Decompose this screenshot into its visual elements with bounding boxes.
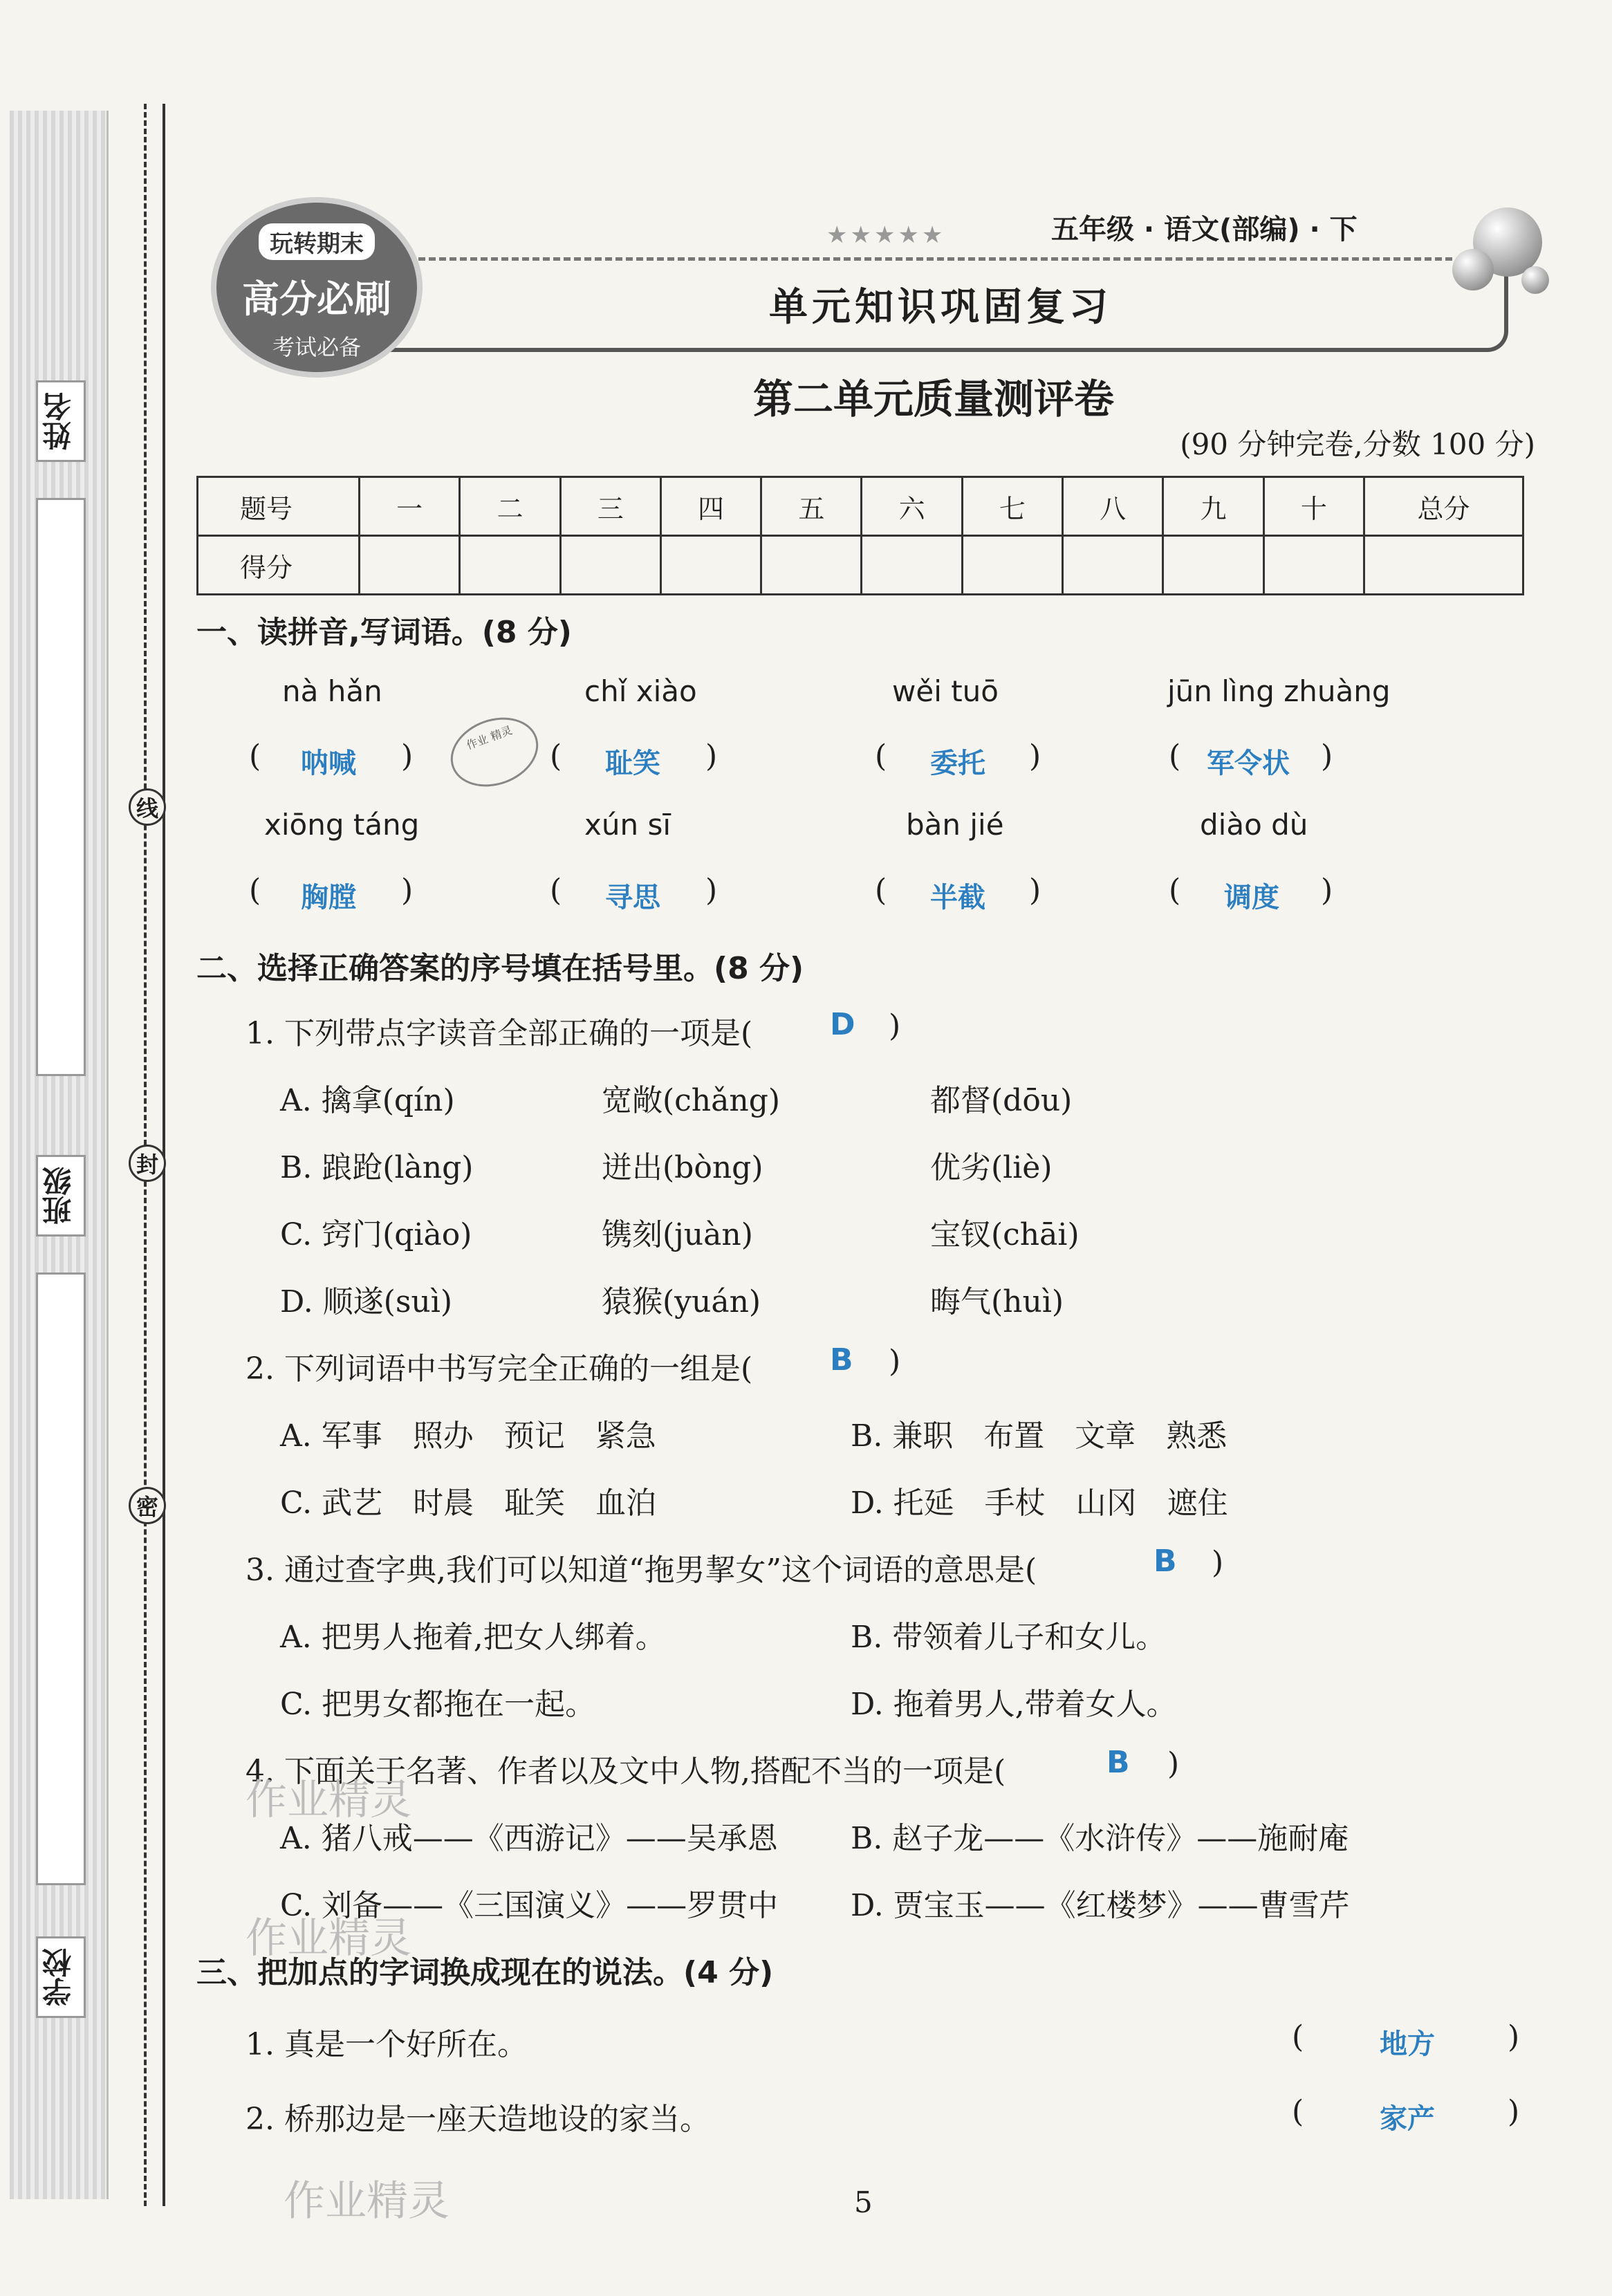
section2-title: 二、选择正确答案的序号填在括号里。(8 分) xyxy=(196,951,804,986)
score-cell[interactable] xyxy=(660,536,761,595)
answer-text: 家产 xyxy=(1380,2102,1435,2135)
pinyin: chǐ xiào xyxy=(584,674,697,708)
grade-label: 五年级 · 语文(部编) · 下 xyxy=(1051,214,1358,246)
stars-decoration: ★★★★★ xyxy=(826,221,946,249)
badge-main: 高分必刷 xyxy=(242,277,391,321)
badge-top: 玩转期末 xyxy=(259,223,375,260)
badge-logo xyxy=(211,197,423,378)
score-cell[interactable] xyxy=(360,536,460,595)
question-stem: 3. 通过查字典,我们可以知道“拖男挈女”这个词语的意思是( xyxy=(245,1553,1037,1588)
class-label: 班级 xyxy=(36,1155,86,1237)
time-note: (90 分钟完卷,分数 100 分) xyxy=(1180,427,1535,461)
pinyin: jūn lìng zhuàng xyxy=(1167,674,1391,708)
score-cell[interactable] xyxy=(962,536,1062,595)
score-cell[interactable] xyxy=(1263,536,1364,595)
stamp-icon: 作业 精灵 xyxy=(441,706,548,799)
page-title: 第二单元质量测评卷 xyxy=(752,376,1114,423)
answer-text: 耻笑 xyxy=(605,747,660,779)
watermark: 作业精灵 xyxy=(245,1776,411,1824)
score-cell[interactable] xyxy=(1063,536,1163,595)
score-table xyxy=(196,476,1524,595)
pinyin: xún sī xyxy=(584,808,671,842)
answer-choice: D xyxy=(830,1007,855,1042)
answer-text: 委托 xyxy=(930,747,985,779)
question-stem: 4. 下面关于名著、作者以及文中人物,搭配不当的一项是( xyxy=(245,1754,1006,1789)
pinyin: xiōng táng xyxy=(264,808,420,842)
answer-text: 军令状 xyxy=(1207,747,1290,779)
watermark: 作业精灵 xyxy=(284,2177,450,2225)
name-field[interactable] xyxy=(36,498,86,1076)
answer-text: 寻思 xyxy=(605,881,660,914)
watermark: 作业精灵 xyxy=(245,1914,411,1963)
score-table-score-row: 得分 xyxy=(198,536,1523,595)
answer-text: 半截 xyxy=(930,881,985,914)
question-stem: 1. 下列带点字读音全部正确的一项是( xyxy=(245,1016,753,1051)
answer-choice: B xyxy=(1154,1544,1177,1579)
answer-text: 地方 xyxy=(1380,2028,1435,2060)
pinyin: diào dù xyxy=(1200,808,1308,842)
secret-mark-icon: 密 xyxy=(129,1487,166,1524)
class-field[interactable] xyxy=(36,1272,86,1885)
seal-mark-icon: 封 xyxy=(129,1145,166,1182)
pinyin: bàn jié xyxy=(906,808,1004,842)
school-label: 学校 xyxy=(36,1936,86,2018)
page-number: 5 xyxy=(854,2185,873,2219)
pinyin: nà hǎn xyxy=(282,674,382,708)
score-cell[interactable] xyxy=(1364,536,1523,595)
line-mark-icon: 线 xyxy=(129,788,166,826)
answer-text: 胸膛 xyxy=(301,881,356,914)
section1-title: 一、读拼音,写词语。(8 分) xyxy=(196,615,572,650)
section3-title: 三、把加点的字词换成现在的说法。(4 分) xyxy=(196,1955,774,1990)
unit-title: 单元知识巩固复习 xyxy=(769,284,1112,330)
answer-text: 调度 xyxy=(1224,881,1279,914)
answer-choice: B xyxy=(830,1342,853,1378)
score-cell[interactable] xyxy=(460,536,560,595)
question-stem: 2. 下列词语中书写完全正确的一组是( xyxy=(245,1351,753,1387)
name-label: 姓名 xyxy=(36,380,86,462)
answer-text: 呐喊 xyxy=(301,747,356,779)
badge-bottom: 考试必备 xyxy=(272,334,361,360)
header-dashed-line xyxy=(387,257,1452,261)
score-cell[interactable] xyxy=(761,536,862,595)
score-cell[interactable] xyxy=(560,536,660,595)
answer-choice: B xyxy=(1106,1745,1130,1780)
score-table-header-row: 题号 一 二 三 四 五 六 七 八 九 十 总分 xyxy=(198,477,1523,536)
score-cell[interactable] xyxy=(862,536,962,595)
binding-strip xyxy=(10,111,109,2199)
score-cell[interactable] xyxy=(1163,536,1263,595)
pinyin: wěi tuō xyxy=(892,674,999,708)
